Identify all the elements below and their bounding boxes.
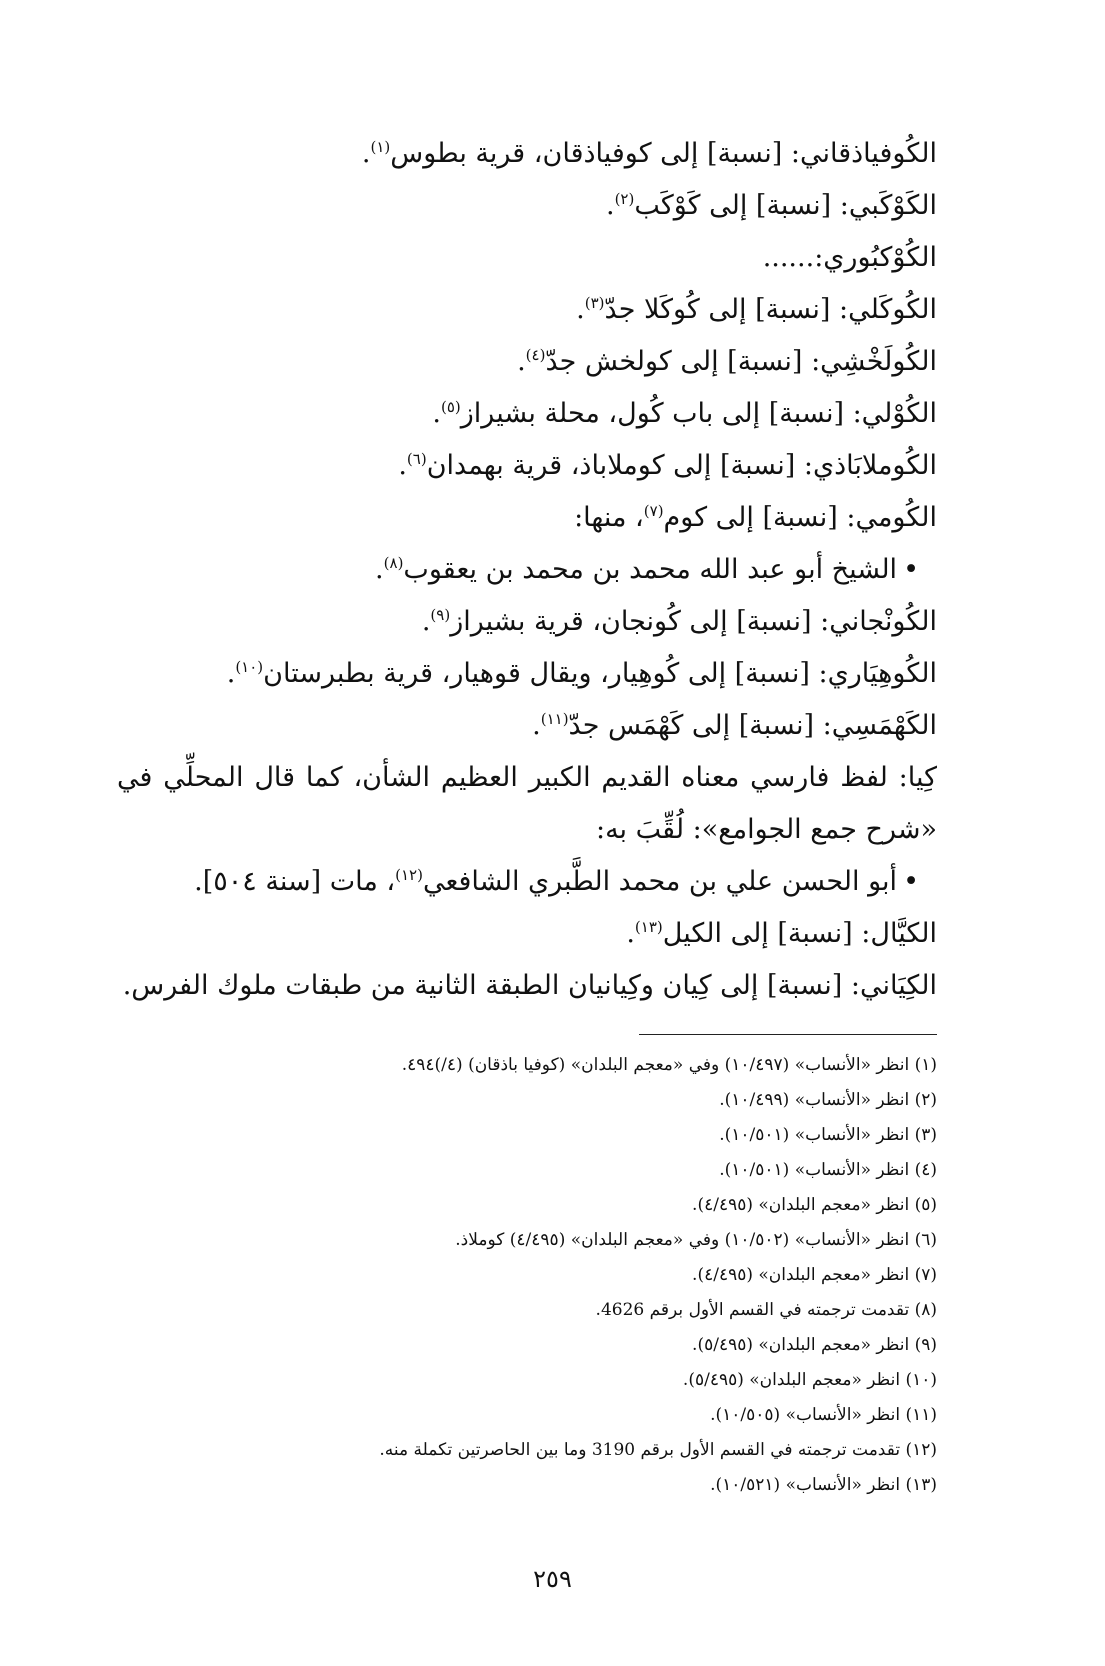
- footnote-ref[interactable]: (٢): [614, 190, 635, 208]
- entry-head: الكَهْمَسِي:: [822, 710, 937, 741]
- footnotes: [117, 1048, 937, 1503]
- entry-tail: .: [576, 294, 585, 325]
- entry-tail: .: [626, 918, 635, 949]
- footnote: (٥) انظر «معجم البلدان» (٤/٤٩٥).: [692, 1195, 937, 1215]
- entry: [117, 388, 937, 440]
- entry-head: الكِيَاني:: [850, 970, 937, 1001]
- entry-head: الكُوهِيَاري:: [818, 658, 937, 689]
- entry-body: [نسبة] إلى كَهْمَس جدّ: [568, 710, 823, 741]
- entries-list: [117, 128, 937, 1012]
- footnote-ref[interactable]: (٦): [406, 450, 427, 468]
- footnote: (٧) انظر «معجم البلدان» (٤/٤٩٥).: [692, 1265, 937, 1285]
- footnote-ref[interactable]: (٥): [440, 398, 461, 416]
- entry-body: [نسبة] إلى كَوْكَب: [634, 190, 840, 221]
- entry-body: ......: [762, 242, 815, 273]
- entry-tail: .: [361, 138, 371, 169]
- entry-head: الكُوْلي:: [852, 398, 937, 429]
- page-number: ٢٥٩: [533, 1565, 572, 1593]
- entry-tail: .: [517, 346, 526, 377]
- entry: [117, 440, 937, 492]
- entry-body: [نسبة] إلى كُوكَلا جدّ: [604, 294, 840, 325]
- entry-tail: .: [398, 450, 407, 481]
- entry-body: الشيخ أبو عبد الله محمد بن محمد بن يعقوب: [403, 554, 898, 585]
- entry-body: [نسبة] إلى باب كُول، محلة بشيراز: [460, 398, 853, 429]
- entry-head: الكُوفياذقاني:: [790, 138, 937, 169]
- footnote-ref[interactable]: (١٠): [235, 658, 264, 676]
- footnote-ref[interactable]: (٣): [584, 294, 605, 312]
- bullet-icon: •: [903, 554, 919, 585]
- entry-body: [نسبة] إلى الكيل: [662, 918, 862, 949]
- entry: [117, 492, 937, 544]
- entry-body: لفظ فارسي معناه القديم الكبير العظيم الشأن، كما قال المحلِّي في «شرح جمع الجوامع»: لُقِّبَ به:: [117, 762, 937, 845]
- footnote-ref[interactable]: (٧): [643, 502, 664, 520]
- entry: [117, 752, 937, 856]
- footnote: (٨) تقدمت ترجمته في القسم الأول برقم 4626.: [595, 1300, 937, 1320]
- entry-head: الكُونْجاني:: [820, 606, 937, 637]
- person-entry: [117, 544, 937, 596]
- footnote-ref[interactable]: (١): [370, 138, 391, 156]
- entry-head: الكُومي:: [846, 502, 937, 533]
- footnote: (١٣) انظر «الأنساب» (١٠/٥٢١).: [710, 1475, 937, 1495]
- entry-head: الكُولَخْشِي:: [811, 346, 937, 377]
- entry-tail: .: [432, 398, 441, 429]
- footnote-ref[interactable]: (١١): [540, 710, 569, 728]
- person-entry: [117, 856, 937, 908]
- footnote: (١) انظر «الأنساب» (١٠/٤٩٧) وفي «معجم البلدان» (كوفيا باذقان) (٤/)٤٩٤.: [401, 1055, 937, 1075]
- entry-tail: .: [421, 606, 431, 637]
- entry: [117, 908, 937, 960]
- entry-tail: .: [375, 554, 384, 585]
- entry-head: كِيا:: [898, 762, 937, 793]
- footnote: (١١) انظر «الأنساب» (١٠/٥٠٥).: [710, 1405, 937, 1425]
- footnote-divider: [639, 1034, 937, 1035]
- entry: [117, 336, 937, 388]
- entry-tail: .: [226, 658, 236, 689]
- footnote: (٢) انظر «الأنساب» (١٠/٤٩٩).: [719, 1090, 937, 1110]
- footnote: (١٠) انظر «معجم البلدان» (٥/٤٩٥).: [682, 1370, 937, 1390]
- entry: [117, 648, 937, 700]
- entry-body: [نسبة] إلى كوم: [663, 502, 847, 533]
- bullet-icon: •: [903, 866, 919, 897]
- entry: [117, 700, 937, 752]
- footnote-ref[interactable]: (٨): [383, 554, 404, 572]
- footnote: (١٢) تقدمت ترجمته في القسم الأول برقم 3190 وما بين الحاصرتين تكملة منه.: [379, 1440, 937, 1460]
- entry-head: الكُوكَلي:: [839, 294, 937, 325]
- entry-head: الكُوْكبُوري:: [814, 242, 937, 273]
- entry-tail: .: [532, 710, 541, 741]
- footnote: (٦) انظر «الأنساب» (١٠/٥٠٢) وفي «معجم البلدان» (٤/٤٩٥) كوملاذ.: [455, 1230, 937, 1250]
- entry-tail: .: [605, 190, 615, 221]
- entry-tail: ، منها:: [574, 502, 644, 533]
- entry-body: [نسبة] إلى كوفياذقان، قرية بطوس: [390, 138, 791, 169]
- entry: [117, 596, 937, 648]
- footnote: (٣) انظر «الأنساب» (١٠/٥٠١).: [719, 1125, 937, 1145]
- footnote-ref[interactable]: (٤): [525, 346, 546, 364]
- entry: [117, 128, 937, 180]
- footnote: (٤) انظر «الأنساب» (١٠/٥٠١).: [719, 1160, 937, 1180]
- entry-head: الكُوملابَاذي:: [803, 450, 937, 481]
- entry-body: [نسبة] إلى كوملاباذ، قرية بهمدان: [426, 450, 804, 481]
- entry-head: الكَوْكَبي:: [839, 190, 937, 221]
- entry: [117, 284, 937, 336]
- entry: [117, 180, 937, 232]
- footnote-ref[interactable]: (٩): [430, 606, 451, 624]
- footnote-ref[interactable]: (١٢): [395, 866, 423, 884]
- entry-body: [نسبة] إلى كِيان وكِيانيان الطبقة الثانية من طبقات ملوك الفرس.: [122, 970, 851, 1001]
- entry-body: [نسبة] إلى كُوهِيار، ويقال قوهيار، قرية بطبرستان: [263, 658, 819, 689]
- footnote: (٩) انظر «معجم البلدان» (٥/٤٩٥).: [692, 1335, 937, 1355]
- entry: [117, 232, 937, 284]
- entry-body: [نسبة] إلى كُونجان، قرية بشيراز: [450, 606, 821, 637]
- entry-body: أبو الحسن علي بن محمد الطَّبري الشافعي: [422, 866, 898, 897]
- entry-head: الكيَّال:: [861, 918, 937, 949]
- entry-tail: ، مات [سنة ٥٠٤].: [194, 866, 396, 897]
- entry-body: [نسبة] إلى كولخش جدّ: [545, 346, 812, 377]
- entry: [117, 960, 937, 1012]
- footnote-ref[interactable]: (١٣): [634, 918, 663, 936]
